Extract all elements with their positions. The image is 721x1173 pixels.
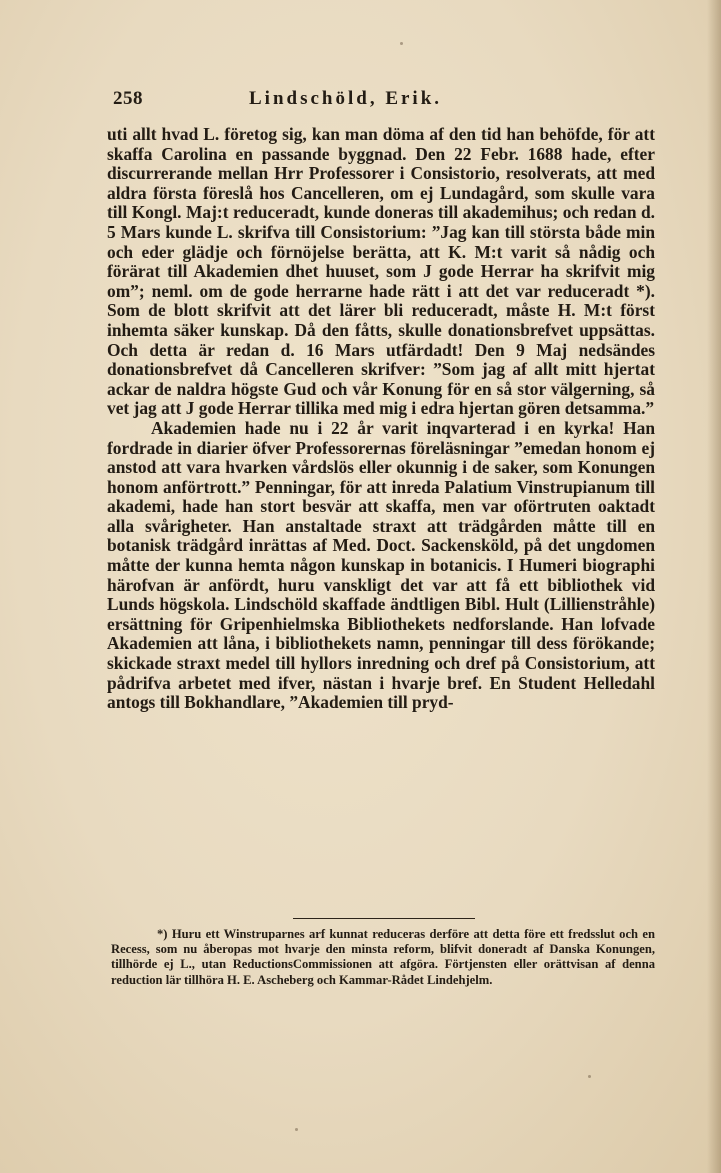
paragraph: uti allt hvad L. företog sig, kan man döma af den tid han behöfde, för att skaffa Carolina en passande byggnad. Den 22 Febr. 1688 hade, efter discurrerande mellan Hrr Professorer i Consistorio, resolverats, att med aldra första föreslå hos Cancelleren, om ej Lundagård, som skulle vara till Kongl. Maj:t reduceradt, kunde doneras till akademihus; och redan d. 5 Mars kunde L. skrifva till Consistorium: ”Jag kan till största både min och eder glädje och förnöjelse berätta, att K. M:t varit så nådig och förärat till Akademien dhet huuset, som J gode Herrar ha skrifvit mig om”; neml. om de gode herrarne hade rätt i att det var reduceradt *). Som de blott skrifvit att det lärer bli reduceradt, måste H. M:t först inhemta säker kunskap. Då den fåtts, skulle donationsbrefvet uppsättas. Och detta är redan d. 16 Mars utfärdadt! Den 9 Maj nedsändes donationsbrefvet då Cancelleren skrifver: ”Som jag af allt mitt hjertat ackar de naldra högste Gud och vår Konung för en så stor välgerning, så vet jag att J gode Herrar tillika med mig i edra hjertan gören detsamma.” bbox=[107, 124, 655, 419]
paper-speck bbox=[588, 1075, 591, 1078]
body-text bbox=[107, 125, 655, 713]
footnote-text: *) Huru ett Winstruparnes arf kunnat reduceras derföre att detta före ett fredsslut och en Recess, som nu åberopas mot hvarje den minsta reform, blifvit doneradt af Danska Konungen, tillhörde ej L., utan ReductionsCommissionen att afgöra. Förtjensten eller orättvisan af denna reduction lär tillhöra H. E. Ascheberg och Kammar-Rådet Lindehjelm. bbox=[111, 927, 655, 987]
running-title: Lindschöld, Erik. bbox=[249, 88, 443, 109]
page-number: 258 bbox=[113, 88, 143, 109]
paragraph: Akademien hade nu i 22 år varit inqvarterad i en kyrka! Han fordrade in diarier öfver Professorernas föreläsningar ”emedan honom ej anstod att vara hvarken vårdslös eller okunnig i de saker, som Konungen honom anförtrott.” Penningar, för att inreda Palatium Vinstrupianum till akademi, hade han stort besvär att skaffa, men var oförtruten oaktadt alla svårigheter. Han anstaltade straxt att trädgården måtte till en botanisk trädgård inrättas af Med. Doct. Sackensköld, på det ungdomen måtte der kunna hemta någon kunskap in botanicis. I Humeri biographi härofvan är anfördt, huru vanskligt det var att få ett bibliothek vid Lunds högskola. Lindschöld skaffade ändtligen Bibl. Hult (Lillienstråhle) ersättning för Gripenhielmska Bibliothekets nedforslande. Han lofvade Akademien att låna, i bibliothekets namn, penningar till dess förökande; skickade straxt medel till hyllors inredning och dref på Consistorium, att pådrifva arbetet med ifver, nästan i hvarje bref. En Student Helledahl antogs till Bokhandlare, ”Akademien till pryd- bbox=[107, 417, 655, 713]
footnote bbox=[111, 927, 655, 988]
footnote-separator bbox=[293, 918, 475, 919]
paper-speck bbox=[400, 42, 403, 45]
page-edge-shadow bbox=[707, 0, 721, 1173]
page-header bbox=[113, 88, 442, 110]
paper-speck bbox=[295, 1128, 298, 1131]
